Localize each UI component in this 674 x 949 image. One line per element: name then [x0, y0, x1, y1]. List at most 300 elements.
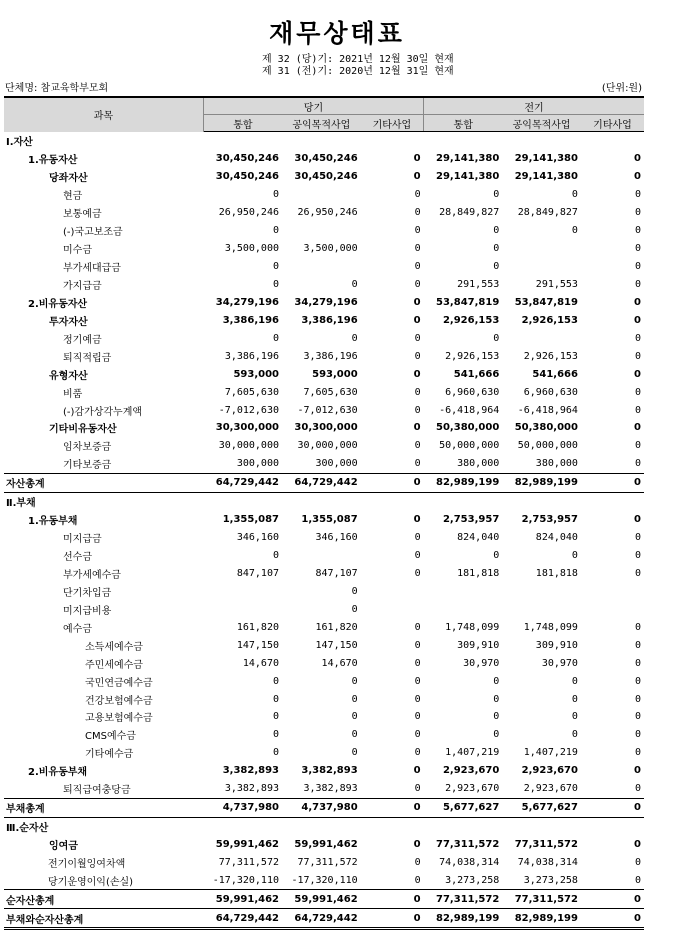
row-label: 미수금	[63, 245, 92, 257]
row-value: 593,000	[312, 368, 358, 380]
row-value: 3,382,893	[303, 783, 358, 795]
row-value: 0	[581, 890, 644, 909]
row-label: 순자산총계	[4, 890, 203, 909]
row-value: 77,311,572	[297, 856, 358, 868]
header-prior-other: 기타사업	[581, 115, 644, 132]
row-value: 0	[634, 243, 641, 255]
row-label: 2.비유동자산	[28, 298, 88, 310]
row-value: 30,450,246	[215, 153, 279, 165]
row-value: 0	[272, 189, 279, 201]
table-row	[4, 836, 644, 854]
row-value	[502, 132, 581, 150]
row-value: 0	[634, 314, 641, 326]
row-value	[581, 600, 644, 618]
row-value: 30,000,000	[218, 440, 279, 452]
row-value: 50,000,000	[517, 440, 578, 452]
row-value: 1,355,087	[222, 514, 279, 526]
row-value: 3,382,893	[301, 765, 358, 777]
row-value: 0	[634, 261, 641, 273]
row-value: -7,012,630	[218, 404, 279, 416]
row-value: 30,450,246	[294, 171, 358, 183]
row-value: 161,820	[315, 621, 358, 633]
row-value	[502, 582, 581, 600]
row-label: 선수금	[63, 552, 92, 564]
row-value: 29,141,380	[436, 171, 500, 183]
row-value: 1,355,087	[301, 514, 358, 526]
row-value: 309,910	[535, 639, 578, 651]
row-value: 541,666	[532, 368, 578, 380]
row-value: 0	[493, 261, 500, 273]
row-label: 기타보증금	[63, 460, 112, 472]
row-value: 0	[413, 368, 421, 380]
row-value: 824,040	[457, 532, 500, 544]
row-value: 0	[272, 225, 279, 237]
row-value: 0	[634, 532, 641, 544]
row-label: 부가세대급금	[63, 263, 121, 275]
row-value: 181,818	[457, 567, 500, 579]
row-value: 6,960,630	[523, 386, 578, 398]
row-label: 투자자산	[49, 316, 88, 328]
row-value: 26,950,246	[218, 207, 279, 219]
row-value: 53,847,819	[514, 296, 578, 308]
table-row	[4, 780, 644, 798]
row-value: 0	[634, 386, 641, 398]
row-value: 0	[414, 856, 421, 868]
row-label: 잉여금	[49, 841, 78, 853]
row-value: 0	[414, 189, 421, 201]
row-value: 4,737,980	[203, 798, 282, 817]
table-row	[4, 168, 644, 186]
row-value: 5,677,627	[502, 798, 581, 817]
row-label: 당기운영이익(손실)	[48, 876, 134, 888]
row-value: 7,605,630	[303, 386, 358, 398]
header-prior: 전기	[424, 97, 644, 115]
row-value: 0	[581, 909, 644, 929]
row-value: 0	[414, 207, 421, 219]
row-value: 291,553	[457, 278, 500, 290]
row-value	[361, 492, 424, 510]
table-row	[4, 293, 644, 311]
row-value: 0	[493, 693, 500, 705]
row-value: 53,847,819	[436, 296, 500, 308]
table-row	[4, 798, 644, 817]
table-row	[4, 547, 644, 565]
row-value: 0	[361, 798, 424, 817]
row-value: 0	[634, 458, 641, 470]
row-value: 0	[414, 440, 421, 452]
row-value: -6,418,964	[517, 404, 578, 416]
row-value	[361, 582, 424, 600]
row-value: 380,000	[457, 458, 500, 470]
table-row	[4, 654, 644, 672]
row-value: 3,386,196	[222, 314, 279, 326]
row-value: -6,418,964	[439, 404, 500, 416]
row-value: 2,926,153	[445, 350, 500, 362]
row-value: 28,849,827	[517, 207, 578, 219]
row-value: 0	[272, 261, 279, 273]
row-value: 0	[351, 747, 358, 759]
period-prior: 제 31 (전)기: 2020년 12월 31일 현재	[262, 66, 454, 77]
table-row	[4, 329, 644, 347]
row-value: 0	[414, 550, 421, 562]
row-value: 64,729,442	[282, 909, 361, 929]
row-value: -17,320,110	[291, 874, 358, 886]
row-value: 0	[351, 711, 358, 723]
row-value: 0	[414, 532, 421, 544]
table-row	[4, 600, 644, 618]
table-row	[4, 240, 644, 258]
header-current: 당기	[203, 97, 423, 115]
row-label: 단기차입금	[63, 587, 112, 599]
table-row	[4, 401, 644, 419]
row-value: 0	[571, 693, 578, 705]
row-value: 2,753,957	[521, 514, 578, 526]
row-value: 824,040	[535, 532, 578, 544]
row-value: -7,012,630	[297, 404, 358, 416]
row-value: 0	[634, 729, 641, 741]
row-label: 가지급금	[63, 280, 102, 292]
row-value: 0	[493, 243, 500, 255]
row-value: 0	[351, 278, 358, 290]
row-value: 0	[413, 514, 421, 526]
row-value: 0	[414, 729, 421, 741]
row-value: 3,500,000	[224, 243, 279, 255]
row-value: 0	[272, 332, 279, 344]
table-row	[4, 222, 644, 240]
row-label: 기타비유동자산	[49, 424, 117, 436]
row-value: 2,923,670	[445, 783, 500, 795]
table-row	[4, 817, 644, 835]
row-value: 64,729,442	[203, 909, 282, 929]
table-row	[4, 690, 644, 708]
table-row	[4, 186, 644, 204]
row-value	[424, 582, 503, 600]
row-value: 1,748,099	[523, 621, 578, 633]
row-value: 0	[414, 639, 421, 651]
row-value: 0	[634, 675, 641, 687]
period-current: 제 32 (당)기: 2021년 12월 30일 현재	[262, 54, 454, 65]
row-value	[203, 817, 282, 835]
row-value: 0	[634, 874, 641, 886]
row-value: 0	[493, 675, 500, 687]
row-value: 0	[634, 189, 641, 201]
row-value: 0	[634, 368, 641, 380]
row-value: 3,273,258	[523, 874, 578, 886]
row-value: 4,737,980	[282, 798, 361, 817]
table-row	[4, 204, 644, 222]
row-value: 0	[493, 729, 500, 741]
row-label: 비품	[63, 388, 83, 400]
row-value: 0	[414, 261, 421, 273]
row-value: 0	[571, 225, 578, 237]
row-value: 14,670	[321, 657, 358, 669]
table-row	[4, 726, 644, 744]
row-value: 0	[634, 693, 641, 705]
row-value: 5,677,627	[424, 798, 503, 817]
row-value: 50,380,000	[436, 422, 500, 434]
row-value	[282, 222, 361, 240]
row-label: 보통예금	[63, 209, 102, 221]
row-value: 59,991,462	[294, 839, 358, 851]
row-value: 2,923,670	[521, 765, 578, 777]
row-value: -17,320,110	[212, 874, 279, 886]
table-row	[4, 744, 644, 762]
table-row	[4, 529, 644, 547]
row-value: 59,991,462	[203, 890, 282, 909]
row-value: 0	[414, 332, 421, 344]
row-value	[424, 132, 503, 150]
row-value: 847,107	[236, 567, 279, 579]
row-value: 0	[414, 621, 421, 633]
table-row	[4, 311, 644, 329]
row-value: 77,311,572	[424, 890, 503, 909]
table-row	[4, 347, 644, 365]
row-label: Ⅲ.순자산	[6, 823, 49, 835]
row-value: 0	[414, 675, 421, 687]
row-value: 0	[413, 171, 421, 183]
row-value: 0	[581, 473, 644, 492]
row-label: 예수금	[63, 623, 92, 635]
row-value: 77,311,572	[502, 890, 581, 909]
row-value: 0	[351, 693, 358, 705]
row-value: 0	[361, 890, 424, 909]
row-value: 2,926,153	[523, 350, 578, 362]
row-value: 34,279,196	[294, 296, 358, 308]
table-row	[4, 492, 644, 510]
row-value: 0	[571, 675, 578, 687]
row-value: 0	[634, 440, 641, 452]
row-value	[581, 132, 644, 150]
row-value: 346,160	[315, 532, 358, 544]
row-value: 0	[414, 693, 421, 705]
row-label: (-)감가상각누계액	[63, 406, 143, 418]
table-row	[4, 854, 644, 872]
row-value: 0	[634, 171, 641, 183]
table-row	[4, 890, 644, 909]
row-value: 0	[634, 765, 641, 777]
table-row	[4, 473, 644, 492]
row-label: 임차보증금	[63, 442, 112, 454]
row-value: 0	[414, 243, 421, 255]
table-row	[4, 132, 644, 150]
row-value: 59,991,462	[282, 890, 361, 909]
row-value: 0	[634, 332, 641, 344]
row-value: 0	[571, 711, 578, 723]
row-value: 1,407,219	[445, 747, 500, 759]
row-label: 자산총계	[4, 473, 203, 492]
row-value: 64,729,442	[203, 473, 282, 492]
table-row	[4, 708, 644, 726]
row-value: 30,300,000	[215, 422, 279, 434]
row-label: 기타예수금	[85, 749, 134, 761]
row-value: 0	[493, 711, 500, 723]
row-label: 1.유동부채	[28, 516, 78, 528]
row-value: 0	[414, 874, 421, 886]
row-value: 0	[414, 225, 421, 237]
row-value: 0	[634, 296, 641, 308]
row-value: 0	[414, 278, 421, 290]
row-value	[361, 600, 424, 618]
row-value: 0	[414, 711, 421, 723]
row-value: 3,386,196	[301, 314, 358, 326]
row-value: 0	[413, 314, 421, 326]
row-label: 2.비유동부채	[28, 767, 88, 779]
row-value: 0	[634, 621, 641, 633]
row-label: 전기이월잉여차액	[48, 858, 126, 870]
row-value: 300,000	[236, 458, 279, 470]
row-value: 0	[272, 278, 279, 290]
row-value	[282, 817, 361, 835]
table-row	[4, 150, 644, 168]
row-label: 소득세예수금	[85, 641, 143, 653]
row-value: 0	[413, 296, 421, 308]
row-value: 0	[361, 909, 424, 929]
row-value: 0	[634, 404, 641, 416]
table-row	[4, 909, 644, 929]
row-value: 0	[413, 422, 421, 434]
row-value: 0	[634, 657, 641, 669]
row-value: 0	[634, 514, 641, 526]
row-value: 0	[414, 350, 421, 362]
row-label: Ⅰ.자산	[6, 137, 33, 149]
row-value: 0	[634, 639, 641, 651]
row-value: 0	[272, 747, 279, 759]
organization-name: 단체명: 참교육학부모회	[5, 83, 109, 94]
row-value: 0	[571, 189, 578, 201]
table-row	[4, 419, 644, 437]
row-value: 0	[581, 798, 644, 817]
row-value: 0	[634, 550, 641, 562]
row-value: 0	[361, 473, 424, 492]
row-value: 0	[414, 386, 421, 398]
row-label: 1.유동자산	[28, 155, 78, 167]
row-value: 3,386,196	[224, 350, 279, 362]
table-row	[4, 365, 644, 383]
row-value: 3,382,893	[222, 765, 279, 777]
row-value: 181,818	[535, 567, 578, 579]
table-row	[4, 636, 644, 654]
row-value: 29,141,380	[514, 171, 578, 183]
row-value: 30,970	[541, 657, 578, 669]
row-value: 147,150	[315, 639, 358, 651]
row-value: 0	[634, 153, 641, 165]
row-value: 0	[634, 350, 641, 362]
row-value: 0	[414, 567, 421, 579]
row-value: 161,820	[236, 621, 279, 633]
table-row	[4, 618, 644, 636]
row-value: 0	[493, 189, 500, 201]
row-label: 정기예금	[63, 334, 102, 346]
row-value	[203, 492, 282, 510]
row-value	[502, 258, 581, 276]
row-value: 30,970	[463, 657, 500, 669]
row-value: 3,382,893	[224, 783, 279, 795]
row-value: 0	[634, 856, 641, 868]
row-label: CMS예수금	[85, 731, 136, 743]
row-value: 0	[493, 225, 500, 237]
row-value: 2,926,153	[442, 314, 500, 326]
row-value: 64,729,442	[282, 473, 361, 492]
table-row	[4, 762, 644, 780]
row-value: 82,989,199	[502, 473, 581, 492]
row-value: 0	[351, 603, 358, 615]
header-current-other: 기타사업	[361, 115, 424, 132]
row-value	[282, 132, 361, 150]
row-value: 77,311,572	[514, 839, 578, 851]
row-value	[502, 492, 581, 510]
row-value: 0	[634, 783, 641, 795]
row-value: 0	[272, 729, 279, 741]
row-value: 34,279,196	[215, 296, 279, 308]
row-value: 380,000	[535, 458, 578, 470]
row-value	[502, 329, 581, 347]
row-value: 0	[351, 729, 358, 741]
row-value: 0	[634, 207, 641, 219]
row-label: Ⅱ.부채	[6, 498, 36, 510]
row-value	[581, 817, 644, 835]
row-value: 309,910	[457, 639, 500, 651]
row-value	[581, 582, 644, 600]
row-value: 0	[351, 332, 358, 344]
row-label: 건강보험예수금	[85, 695, 153, 707]
table-row	[4, 582, 644, 600]
row-label: 퇴직급여충당금	[63, 785, 131, 797]
row-value: 0	[634, 567, 641, 579]
balance-sheet-table	[4, 96, 644, 930]
row-value: 82,989,199	[502, 909, 581, 929]
row-value: 2,923,670	[523, 783, 578, 795]
row-value: 1,748,099	[445, 621, 500, 633]
row-value: 593,000	[233, 368, 279, 380]
row-value: 2,926,153	[521, 314, 578, 326]
row-value: 0	[272, 693, 279, 705]
row-value	[203, 132, 282, 150]
row-value	[282, 258, 361, 276]
row-value: 0	[414, 783, 421, 795]
row-value	[361, 132, 424, 150]
row-value: 0	[413, 765, 421, 777]
row-value: 30,450,246	[215, 171, 279, 183]
row-label: 부채총계	[4, 798, 203, 817]
row-value: 0	[634, 278, 641, 290]
row-label: 퇴직적립금	[63, 352, 112, 364]
row-value: 1,407,219	[523, 747, 578, 759]
row-value	[424, 817, 503, 835]
row-value: 3,500,000	[303, 243, 358, 255]
row-value	[502, 600, 581, 618]
header-current-public: 공익목적사업	[282, 115, 361, 132]
row-value: 74,038,314	[439, 856, 500, 868]
row-value: 77,311,572	[436, 839, 500, 851]
row-value	[502, 817, 581, 835]
row-value: 0	[493, 332, 500, 344]
row-value	[361, 817, 424, 835]
row-label: 국민연금예수금	[85, 677, 153, 689]
table-body	[4, 132, 644, 929]
row-value: 82,989,199	[424, 473, 503, 492]
row-value: 847,107	[315, 567, 358, 579]
row-value: 0	[272, 550, 279, 562]
row-value: 59,991,462	[215, 839, 279, 851]
row-value: 0	[493, 550, 500, 562]
row-label: (-)국고보조금	[63, 227, 123, 239]
row-value: 0	[351, 585, 358, 597]
row-value: 29,141,380	[514, 153, 578, 165]
row-label: 주민세예수금	[85, 659, 143, 671]
row-value: 82,989,199	[424, 909, 503, 929]
row-value: 50,380,000	[514, 422, 578, 434]
header-prior-total: 통합	[424, 115, 503, 132]
